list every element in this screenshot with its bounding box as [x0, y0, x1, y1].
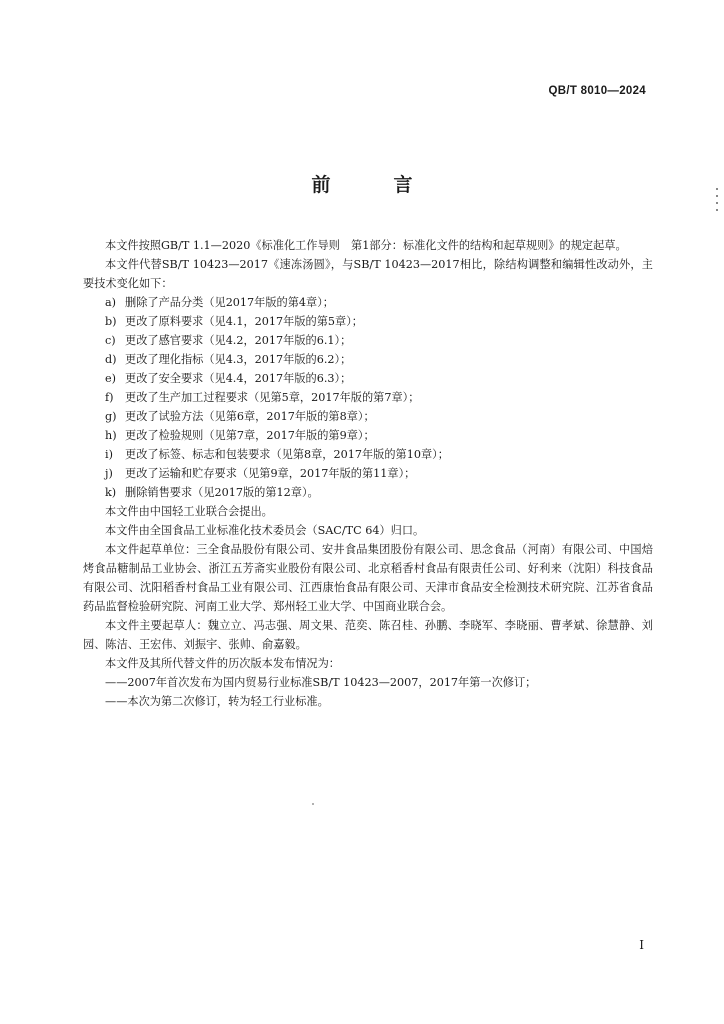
paragraph-drafting-rule: 本文件按照GB/T 1.1—2020《标准化工作导则 第1部分：标准化文件的结构和起草规则》的规定起草。	[105, 239, 627, 252]
page-title: 前 言	[311, 174, 435, 196]
list-item	[83, 388, 653, 407]
list-item	[83, 483, 653, 502]
document-code: QB/T 8010—2024	[548, 85, 646, 97]
paragraph-drafting-units: 本文件起草单位：三全食品股份有限公司、安井食品集团股份有限公司、思念食品（河南）有限公司、中国焙烤食品糖制品工业协会、浙江五芳斋实业股份有限公司、北京稻香村食品有限责任公司、好利来（沈阳）科技食品有限公司、沈阳稻香村食品工业有限公司、江西康怡食品有限公司、天津市食品安全检测技术研究院、江苏省食品药品监督检验研究院、河南工业大学、郑州轻工业大学、中国商业联合会。	[83, 543, 653, 613]
list-item-label: c)	[105, 334, 116, 347]
list-item	[83, 445, 653, 464]
list-item-label: e)	[105, 372, 116, 385]
scan-mark	[716, 202, 718, 204]
list-item-label: j)	[105, 467, 113, 480]
paragraph-history-intro: 本文件及其所代替文件的历次版本发布情况为：	[105, 657, 340, 670]
list-item-text: 更改了原料要求（见4.1，2017年版的第5章）；	[125, 315, 363, 328]
list-item-label: h)	[105, 429, 117, 442]
list-item-label: a)	[105, 296, 117, 309]
list-item	[83, 426, 653, 445]
list-item-text: 更改了生产加工过程要求（见第5章，2017年版的第7章）；	[125, 391, 420, 404]
list-item	[83, 293, 653, 312]
list-item-text: 更改了运输和贮存要求（见第9章，2017年版的第11章）；	[125, 467, 416, 480]
list-item	[83, 369, 653, 388]
paragraph-proposer: 本文件由中国轻工业联合会提出。	[105, 505, 273, 518]
list-item-text: 删除了产品分类（见2017年版的第4章）；	[125, 296, 334, 309]
list-item-text: 更改了试验方法（见第6章，2017年版的第8章）；	[125, 410, 375, 423]
list-item-text: 删除销售要求（见2017版的第12章）。	[125, 486, 319, 499]
foreword-body	[83, 236, 653, 711]
scan-mark	[716, 188, 718, 190]
list-item	[83, 407, 653, 426]
scan-mark	[716, 195, 718, 197]
paragraph-committee: 本文件由全国食品工业标准化技术委员会（SAC/TC 64）归口。	[105, 524, 425, 537]
list-item-label: g)	[105, 410, 117, 423]
paragraph-replacement: 本文件代替SB/T 10423—2017《速冻汤圆》，与SB/T 10423—2017相比，除结构调整和编辑性改动外，主要技术变化如下：	[83, 258, 653, 290]
paragraph-history-first: ——2007年首次发布为国内贸易行业标准SB/T 10423—2007，2017年第一次修订；	[105, 676, 537, 689]
list-item-text: 更改了理化指标（见4.3，2017年版的6.2）；	[125, 353, 352, 366]
list-item	[83, 312, 653, 331]
scan-edge-marks	[716, 188, 720, 220]
scan-mark	[716, 209, 718, 211]
list-item	[83, 350, 653, 369]
list-item-label: f)	[105, 391, 114, 404]
paragraph-history-second: ——本次为第二次修订，转为轻工行业标准。	[105, 695, 329, 708]
list-item-label: k)	[105, 486, 117, 499]
list-item-label: b)	[105, 315, 117, 328]
list-item	[83, 464, 653, 483]
changes-list	[83, 293, 653, 502]
paragraph-drafters: 本文件主要起草人：魏立立、冯志强、周文果、范奕、陈召桂、孙鹏、李晓军、李晓丽、曹孝斌、徐慧静、刘园、陈洁、王宏伟、刘振宇、张帅、俞嘉毅。	[83, 619, 653, 651]
list-item-label: d)	[105, 353, 117, 366]
scan-speck	[312, 803, 314, 805]
list-item-text: 更改了感官要求（见4.2，2017年版的6.1）；	[125, 334, 352, 347]
list-item-text: 更改了检验规则（见第7章，2017年版的第9章）；	[125, 429, 375, 442]
list-item-label: i)	[105, 448, 113, 461]
page-number: I	[639, 938, 644, 952]
list-item-text: 更改了安全要求（见4.4，2017年版的6.3）；	[125, 372, 352, 385]
list-item	[83, 331, 653, 350]
list-item-text: 更改了标签、标志和包装要求（见第8章，2017年版的第10章）；	[125, 448, 449, 461]
